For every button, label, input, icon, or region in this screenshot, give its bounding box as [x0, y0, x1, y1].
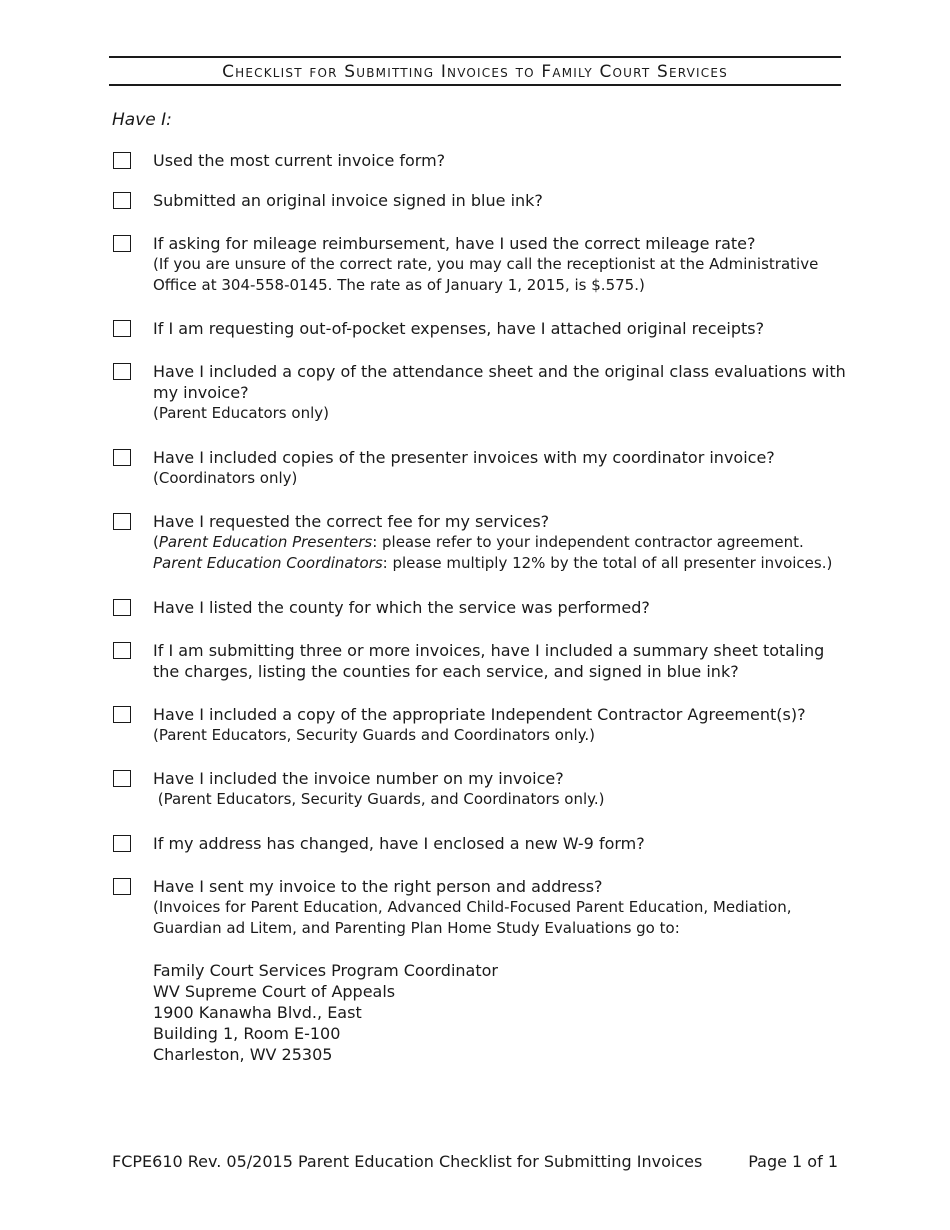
item-note: (Parent Educators, Security Guards and Coordinators only.)	[153, 726, 595, 744]
item-question: Submitted an original invoice signed in blue ink?	[153, 191, 543, 210]
item-note: (Parent Education Presenters: please refer to your independent contractor agreement.	[153, 533, 804, 551]
checkbox[interactable]	[113, 878, 131, 895]
form-id: FCPE610 Rev. 05/2015 Parent Education Checklist for Submitting Invoices	[112, 1152, 703, 1171]
item-question: Have I included a copy of the appropriate Independent Contractor Agreement(s)?	[153, 705, 806, 724]
item-question: Have I listed the county for which the service was performed?	[153, 598, 650, 617]
address-line: WV Supreme Court of Appeals	[153, 982, 396, 1001]
intro-label: Have I:	[112, 110, 172, 130]
item-note: (Parent Educators, Security Guards, and Coordinators only.)	[153, 790, 605, 808]
item-note: (Coordinators only)	[153, 469, 298, 487]
page-title: Checklist for Submitting Invoices to Family Court Services	[109, 56, 841, 86]
checkbox[interactable]	[113, 192, 131, 209]
address-line: Charleston, WV 25305	[153, 1045, 333, 1064]
item-question: If asking for mileage reimbursement, have I used the correct mileage rate?	[153, 234, 756, 253]
checkbox[interactable]	[113, 706, 131, 723]
checkbox[interactable]	[113, 642, 131, 659]
page-footer	[112, 1152, 838, 1171]
address-line: 1900 Kanawha Blvd., East	[153, 1003, 362, 1022]
mailing-address	[153, 960, 853, 1065]
item-question: Have I sent my invoice to the right person and address?	[153, 877, 603, 896]
checkbox[interactable]	[113, 513, 131, 530]
item-question: Have I included the invoice number on my invoice?	[153, 769, 564, 788]
checkbox[interactable]	[113, 320, 131, 337]
page-number: Page 1 of 1	[748, 1152, 838, 1171]
item-question: Have I requested the correct fee for my services?	[153, 512, 550, 531]
item-question: Used the most current invoice form?	[153, 151, 446, 170]
checkbox[interactable]	[113, 363, 131, 380]
item-note: (If you are unsure of the correct rate, you may call the receptionist at the Administrative Office at 304-558-0145. The rate as of January 1, 2015, is $.575.)	[153, 255, 819, 294]
address-line: Building 1, Room E-100	[153, 1024, 341, 1043]
checkbox[interactable]	[113, 770, 131, 787]
item-question: Have I included a copy of the attendance sheet and the original class evaluations with my invoice?	[153, 362, 846, 402]
checkbox[interactable]	[113, 835, 131, 852]
item-question: If I am requesting out-of-pocket expenses, have I attached original receipts?	[153, 319, 765, 338]
checkbox[interactable]	[113, 152, 131, 169]
address-line: Family Court Services Program Coordinator	[153, 961, 498, 980]
item-note: (Parent Educators only)	[153, 404, 329, 422]
item-question: If I am submitting three or more invoices, have I included a summary sheet totaling the charges, listing the counties for each service, and signed in blue ink?	[153, 641, 825, 681]
checkbox[interactable]	[113, 599, 131, 616]
checkbox[interactable]	[113, 449, 131, 466]
item-question: Have I included copies of the presenter invoices with my coordinator invoice?	[153, 448, 775, 467]
checkbox[interactable]	[113, 235, 131, 252]
item-question: If my address has changed, have I enclosed a new W-9 form?	[153, 834, 645, 853]
item-note: Parent Education Coordinators: please multiply 12% by the total of all presenter invoices.)	[153, 554, 833, 572]
item-note: (Invoices for Parent Education, Advanced Child-Focused Parent Education, Mediation, Guardian ad Litem, and Parenting Plan Home Study Evaluations go to:	[153, 898, 792, 937]
